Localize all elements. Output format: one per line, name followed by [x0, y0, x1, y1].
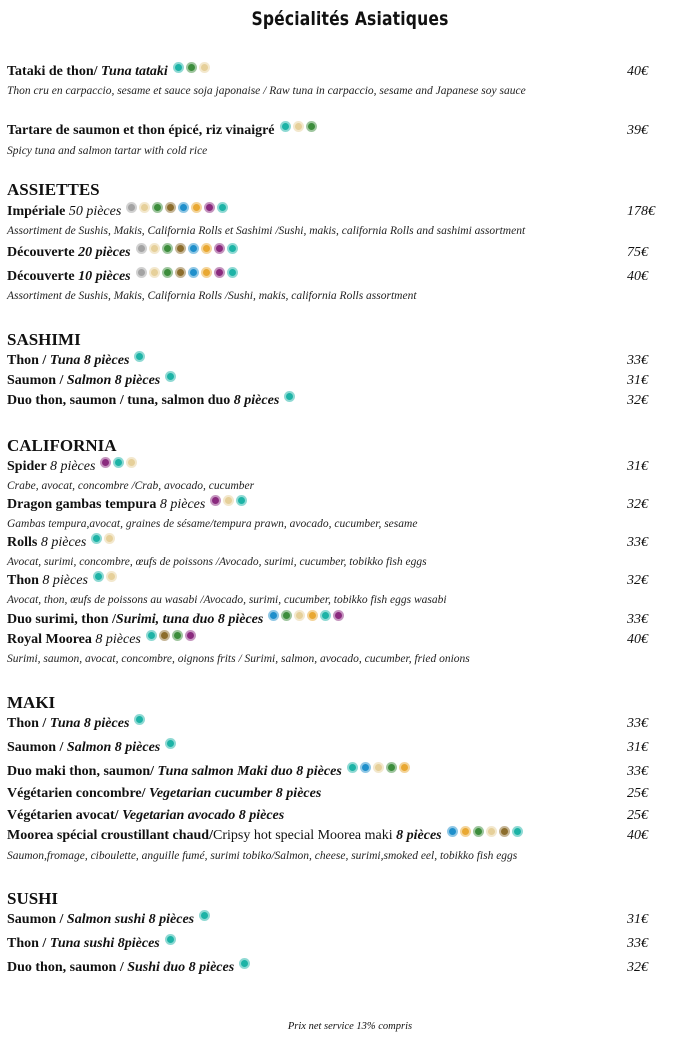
menu-item — [7, 784, 700, 804]
item-name-part: Tuna salmon Maki duo 8 pièces — [157, 764, 342, 780]
item-name-part: 8 pièces — [42, 573, 88, 589]
item-name-part: 8 pièces — [95, 632, 141, 648]
menu-item — [7, 910, 700, 930]
fish-icon — [239, 958, 250, 969]
crab-icon — [185, 630, 196, 641]
sesame-icon — [139, 202, 150, 213]
item-price: 33€ — [627, 764, 648, 779]
menu-item — [7, 62, 700, 82]
item-name-part: 50 pièces — [68, 204, 122, 220]
item-name-part: 8 pièces — [396, 828, 442, 844]
sesame-icon — [126, 457, 137, 468]
item-name-part: Découverte — [7, 269, 79, 285]
section-heading: SUSHI — [7, 889, 59, 908]
item-name-part: Duo thon, saumon / tuna, salmon duo — [7, 393, 234, 409]
crab-icon — [214, 243, 225, 254]
fish-icon — [165, 371, 176, 382]
fish-icon — [165, 934, 176, 945]
item-name-part: Salmon 8 pièces — [66, 740, 161, 756]
allergen-icons — [100, 457, 139, 477]
item-description: Thon cru en carpaccio, sesame et sauce soja japonaise / Raw tuna in carpaccio, sesame and Japanese soy sauce — [7, 85, 526, 97]
item-name-part: Tataki de thon/ — [7, 64, 102, 80]
item-name-part: Dragon gambas tempura — [7, 497, 160, 513]
fish-icon — [165, 738, 176, 749]
fish-icon — [91, 533, 102, 544]
sesame-icon — [486, 826, 497, 837]
allergen-icons — [93, 571, 119, 591]
item-name-part: Thon / — [7, 353, 50, 369]
footer-note: Prix net service 13% compris — [287, 1021, 413, 1032]
section-heading: ASSIETTES — [7, 180, 100, 199]
brown-icon — [175, 243, 186, 254]
fish-icon — [227, 267, 238, 278]
menu-item — [7, 714, 700, 734]
allergen-icons — [146, 630, 198, 650]
fish-icon — [113, 457, 124, 468]
allergen-icons — [126, 202, 230, 222]
brown-icon — [165, 202, 176, 213]
fish-icon — [134, 714, 145, 725]
item-name-part: Rolls — [7, 535, 41, 551]
menu-item — [7, 630, 700, 650]
orange-icon — [307, 610, 318, 621]
item-name-part: Thon / — [7, 716, 50, 732]
gray-icon — [126, 202, 137, 213]
menu-item — [7, 762, 700, 782]
item-price: 33€ — [627, 535, 648, 550]
fish-icon — [236, 495, 247, 506]
menu-item — [7, 806, 700, 826]
item-price: 32€ — [627, 960, 648, 975]
leaf-icon — [386, 762, 397, 773]
fish-icon — [199, 910, 210, 921]
item-name-part: Spider — [7, 459, 50, 475]
menu-item — [7, 610, 700, 630]
item-name-part: Salmon sushi 8 pièces — [66, 912, 195, 928]
item-price: 32€ — [627, 573, 648, 588]
brown-icon — [159, 630, 170, 641]
item-price: 31€ — [627, 459, 648, 474]
item-name-part: Moorea spécial croustillant chaud/ — [7, 828, 213, 844]
item-description: Crabe, avocat, concombre /Crab, avocado, cucumber — [7, 480, 255, 492]
fish-icon — [284, 391, 295, 402]
allergen-icons — [134, 714, 147, 734]
item-name-part: Surimi, tuna duo 8 pièces — [115, 612, 264, 628]
menu-item — [7, 738, 700, 758]
menu-item — [7, 267, 700, 287]
allergen-icons — [280, 121, 319, 141]
item-price: 75€ — [627, 245, 648, 260]
item-name-part: Tartare de saumon et thon épicé, riz vinaigré — [7, 123, 275, 139]
item-description: Avocat, surimi, concombre, œufs de poissons /Avocado, surimi, cucumber, tobikko fish eggs — [7, 556, 427, 568]
item-price: 25€ — [627, 808, 648, 823]
page-title: Spécialités Asiatiques — [251, 8, 449, 30]
leaf-icon — [152, 202, 163, 213]
crab-icon — [204, 202, 215, 213]
allergen-icons — [136, 243, 240, 263]
fish-icon — [217, 202, 228, 213]
brown-icon — [175, 267, 186, 278]
item-name-part: Duo thon, saumon / — [7, 960, 128, 976]
blue-icon — [188, 267, 199, 278]
item-description: Saumon,fromage, ciboulette, anguille fumé, surimi tobiko/Salmon, cheese, surimi,smoked eel, tobikko fish eggs — [7, 850, 518, 862]
menu-item — [7, 571, 700, 591]
leaf-icon — [162, 243, 173, 254]
item-name-part: Découverte — [7, 245, 79, 261]
item-name-part: Thon / — [7, 936, 50, 952]
section-heading: SASHIMI — [7, 330, 81, 349]
menu-item — [7, 243, 700, 263]
item-price: 31€ — [627, 740, 648, 755]
item-name-part: Saumon / — [7, 740, 67, 756]
section-heading: MAKI — [7, 693, 56, 712]
item-name-part: 8 pièces — [49, 459, 96, 475]
item-name-part: Tuna 8 pièces — [49, 716, 130, 732]
menu-item — [7, 391, 700, 411]
crab-icon — [214, 267, 225, 278]
sesame-icon — [106, 571, 117, 582]
fish-icon — [320, 610, 331, 621]
allergen-icons — [239, 958, 252, 978]
allergen-icons — [91, 533, 117, 553]
leaf-icon — [306, 121, 317, 132]
item-name-part: Saumon / — [7, 373, 67, 389]
item-description: Assortiment de Sushis, Makis, California Rolls et Sashimi /Sushi, makis, california Rolls and sashimi assortment — [7, 225, 526, 237]
allergen-icons — [136, 267, 240, 287]
allergen-icons — [199, 910, 212, 930]
allergen-icons — [134, 351, 147, 371]
item-price: 33€ — [627, 353, 648, 368]
section-heading: CALIFORNIA — [7, 436, 117, 455]
allergen-icons — [268, 610, 346, 630]
blue-icon — [360, 762, 371, 773]
brown-icon — [499, 826, 510, 837]
item-name-part: Vegetarian avocado 8 pièces — [122, 808, 285, 823]
item-description: Surimi, saumon, avocat, concombre, oignons frits / Surimi, salmon, avocado, cucumber, fried onions — [7, 653, 470, 665]
fish-icon — [347, 762, 358, 773]
item-price: 31€ — [627, 912, 648, 927]
item-name-part: Thon — [7, 573, 43, 589]
leaf-icon — [186, 62, 197, 73]
orange-icon — [191, 202, 202, 213]
fish-icon — [173, 62, 184, 73]
item-price: 40€ — [627, 269, 648, 284]
menu-item — [7, 351, 700, 371]
item-price: 32€ — [627, 497, 648, 512]
allergen-icons — [173, 62, 212, 82]
allergen-icons — [447, 826, 525, 846]
fish-icon — [134, 351, 145, 362]
item-name-part: Impériale — [7, 204, 69, 220]
item-price: 33€ — [627, 936, 648, 951]
sesame-icon — [199, 62, 210, 73]
menu-item — [7, 958, 700, 978]
leaf-icon — [281, 610, 292, 621]
item-name-part: 8 pièces — [40, 535, 87, 551]
item-name-part: Tuna tataki — [101, 64, 168, 80]
allergen-icons — [210, 495, 249, 515]
leaf-icon — [162, 267, 173, 278]
item-price: 40€ — [627, 632, 648, 647]
item-description: Gambas tempura,avocat, graines de sésame/tempura prawn, avocado, cucumber, sesame — [7, 518, 418, 530]
item-name-part: Cripsy hot special Moorea maki — [212, 828, 397, 844]
sesame-icon — [149, 243, 160, 254]
sesame-icon — [149, 267, 160, 278]
fish-icon — [512, 826, 523, 837]
orange-icon — [460, 826, 471, 837]
crab-icon — [333, 610, 344, 621]
sesame-icon — [223, 495, 234, 506]
crab-icon — [100, 457, 111, 468]
item-name-part: Tuna 8 pièces — [49, 353, 130, 369]
item-name-part: Vegetarian cucumber 8 pièces — [149, 786, 322, 801]
fish-icon — [146, 630, 157, 641]
item-description: Spicy tuna and salmon tartar with cold rice — [7, 145, 208, 157]
gray-icon — [136, 267, 147, 278]
item-price: 33€ — [627, 612, 648, 627]
item-name-part: Saumon / — [7, 912, 67, 928]
item-name-part: 8 pièces — [233, 393, 280, 409]
menu-item — [7, 371, 700, 391]
item-name-part: 8 pièces — [159, 497, 206, 513]
item-name-part: Sushi duo 8 pièces — [127, 960, 235, 976]
sesame-icon — [293, 121, 304, 132]
item-name-part: 20 pièces — [78, 245, 131, 261]
menu-item — [7, 934, 700, 954]
item-price: 32€ — [627, 393, 648, 408]
item-name-part: Tuna sushi 8pièces — [49, 936, 160, 952]
orange-icon — [201, 243, 212, 254]
item-name-part: 10 pièces — [78, 269, 131, 285]
fish-icon — [93, 571, 104, 582]
blue-icon — [188, 243, 199, 254]
menu-item — [7, 495, 700, 515]
allergen-icons — [165, 934, 178, 954]
item-price: 40€ — [627, 828, 648, 843]
allergen-icons — [347, 762, 412, 782]
item-price: 31€ — [627, 373, 648, 388]
item-name-part: Duo maki thon, saumon/ — [7, 764, 158, 780]
allergen-icons — [165, 371, 178, 391]
item-description: Avocat, thon, œufs de poissons au wasabi /Avocado, surimi, cucumber, tobikko fish eggs wasabi — [7, 594, 447, 606]
item-name-part: Végétarien concombre/ — [7, 786, 150, 801]
blue-icon — [447, 826, 458, 837]
item-name-part: Royal Moorea — [7, 632, 96, 648]
item-price: 25€ — [627, 786, 648, 801]
menu-item — [7, 533, 700, 553]
menu-item — [7, 826, 700, 846]
menu-item — [7, 121, 700, 141]
gray-icon — [136, 243, 147, 254]
sesame-icon — [104, 533, 115, 544]
fish-icon — [227, 243, 238, 254]
sesame-icon — [294, 610, 305, 621]
orange-icon — [399, 762, 410, 773]
item-name-part: Duo surimi, thon / — [7, 612, 116, 628]
orange-icon — [201, 267, 212, 278]
item-name-part: Végétarien avocat/ — [7, 808, 123, 823]
leaf-icon — [473, 826, 484, 837]
item-price: 33€ — [627, 716, 648, 731]
leaf-icon — [172, 630, 183, 641]
item-price: 40€ — [627, 64, 648, 79]
item-name-part: Salmon 8 pièces — [66, 373, 161, 389]
allergen-icons — [284, 391, 297, 411]
menu-item — [7, 202, 700, 222]
blue-icon — [268, 610, 279, 621]
sesame-icon — [373, 762, 384, 773]
item-description: Assortiment de Sushis, Makis, California Rolls /Sushi, makis, california Rolls assortment — [7, 290, 417, 302]
menu-item — [7, 457, 700, 477]
blue-icon — [178, 202, 189, 213]
crab-icon — [210, 495, 221, 506]
fish-icon — [280, 121, 291, 132]
item-price: 178€ — [627, 204, 655, 219]
item-price: 39€ — [627, 123, 648, 138]
allergen-icons — [165, 738, 178, 758]
